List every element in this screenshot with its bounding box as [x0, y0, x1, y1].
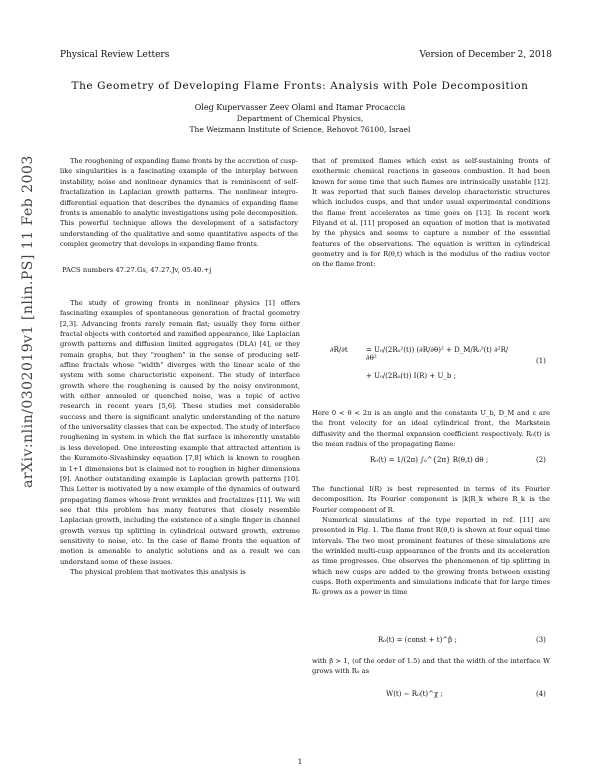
- equation-1-lhs: ∂R/∂t: [330, 346, 348, 354]
- simulations-paragraph: Numerical simulations of the type reported in ref. [11] are presented in Fig. 1. The flame front R(θ,t) is shown at four equal time intervals. The two most prominent features of these simulations are the wrinkled multi-cusp appearance of the fronts and its acceleration as time progresses. One observes the phenomenon of tip splitting in which new cusps are added to the growing fronts between existing cusps. Both experiments and simulations indicate that for large times R₀ grows as a power in time: [312, 516, 550, 597]
- abstract: [60, 156, 298, 250]
- authors: Oleg Kupervasser Zeev Olami and Itamar Procaccia: [194, 103, 406, 112]
- pacs-numbers: PACS numbers 47.27.Gs, 47.27.Jv, 05.40.+j: [62, 266, 212, 274]
- premixed-flames-paragraph: that of premixed flames which exist as self-sustaining fronts of exothermic chemical reactions in gaseous combustion. It had been known for some time that such flames are intrinsically unstable [12]. It was reported that such flames develop characteristic structures which includes cusps, and that under usual experimental conditions the flame front accelerates as time goes on [13]. In recent work Filyand et al. [11] proposed an equation of motion that is motivated by the physics and seems to capture a number of the essential features of the observations. The equation is written in cylindrical geometry and is for R(θ,t) which is the modulus of the radius vector on the flame front:: [312, 157, 550, 269]
- intro-paragraph: The study of growing fronts in nonlinear physics [1] offers fascinating examples of spontaneous generation of fractal geometry [2,3]. Advancing fronts rarely remain flat; usually they form either fractal objects with contorted and ramified appearance, like Laplacian growth patterns and diffusion limited aggregates (DLA) [4], or they remain graphs, but they "roughen" in the sense of producing self-affine fractals whose "width" diverges with the linear scale of the system with some characteristic exponent. The study of interface growth where the roughening is caused by the noisy environment, with either annealed or quenched noise, was a topic of active research in recent years [5,6]. These studies met considerable success and there is significant analytic understanding of the nature of the universality classes that can be expected. The study of interface roughening in system in which the flat surface is inherently unstable is less developed. One interesting example that attracted attention is the Kuramoto-Sivashinsky equation [7,8] which is known to roughen in 1+1 dimensions but is claimed not to roughen in higher dimensions [9]. Another outstanding example is Laplacian growth patterns [10]. This Letter is motivated by a new example of the dynamics of outward propagating flames whose front wrinkles and fractalizes [11]. We will see that this problem has many features that closely resemble Laplacian growth, including the existence of a single finger in channel growth versus tip splitting in cylindrical outward growth, extreme sensitivity to noise, etc. In the case of flame fronts the equation of motion is amenable to analytic solutions and as a result we can understand some of these issues.: [60, 299, 300, 566]
- affiliation-institute: The Weizmann Institute of Science, Rehovot 76100, Israel: [189, 125, 411, 134]
- width-paragraph: with β > 1, (of the order of 1.5) and that the width of the interface W grows with R₀ as: [312, 657, 550, 676]
- affiliation-dept: Department of Chemical Physics,: [236, 114, 364, 123]
- page-number: 1: [297, 757, 303, 766]
- equation-4: W(t) ∼ R₀(t)^χ ;: [386, 690, 443, 698]
- left-column-body: [60, 298, 300, 577]
- version-date: Version of December 2, 2018: [419, 50, 552, 60]
- equation-3: R₀(t) = (const + t)^β ;: [378, 636, 457, 644]
- arxiv-identifier: arXiv:nlin/0302019v1 [nlin.PS] 11 Feb 2003: [20, 155, 36, 488]
- paper-title: The Geometry of Developing Flame Fronts: Analysis with Pole Decomposition: [71, 80, 529, 92]
- functional-paragraph: The functional I(R) is best represented in terms of its Fourier decomposition. Its Fourier component is |k|R_k where R_k is the Fourier component of R.: [312, 485, 550, 514]
- equation-2-number: (2): [536, 456, 546, 464]
- constants-paragraph: Here 0 < θ < 2π is an angle and the constants U_b, D_M and ε are the front velocity for an ideal cylindrical front, the Markstein diffusivity and the thermal expansion coefficient respectively. R₀(t) is the mean radius of the propagating flame:: [312, 409, 550, 449]
- right-body-4: [312, 656, 550, 677]
- equation-1-line1: = U₀/(2R₀²(t)) (∂R/∂θ)² + D_M/R₀²(t) ∂²R/∂θ²: [366, 346, 509, 362]
- abstract-text: The roughening of expanding flame fronts by the accretion of cusp-like singularities is a fascinating example of the interplay between instability, noise and nonlinear dynamics that is reminiscent of self-fractalization in Laplacian growth patterns. The nonlinear integro-differential equation that describes the dynamics of expanding flame fronts is amenable to analytic investigations using pole decomposition. This powerful technique allows the development of a satisfactory understanding of the qualitative and some quantitative aspects of the complex geometry that develops in expanding flame fronts.: [60, 157, 298, 249]
- right-column-body: [312, 156, 550, 270]
- equation-1-line2: + U₀/(2R₀(t)) I(R) + U_b ;: [366, 372, 456, 380]
- physical-problem-paragraph: The physical problem that motivates this analysis is: [70, 567, 246, 576]
- equation-1-number: (1): [536, 357, 546, 365]
- equation-3-number: (3): [536, 636, 546, 644]
- equation-4-number: (4): [536, 690, 546, 698]
- right-body-3: [312, 484, 550, 598]
- right-body-2: [312, 408, 550, 449]
- journal-name: Physical Review Letters: [60, 50, 170, 60]
- equation-2: R₀(t) = 1/(2π) ∫₀^{2π} R(θ,t) dθ ;: [370, 456, 489, 464]
